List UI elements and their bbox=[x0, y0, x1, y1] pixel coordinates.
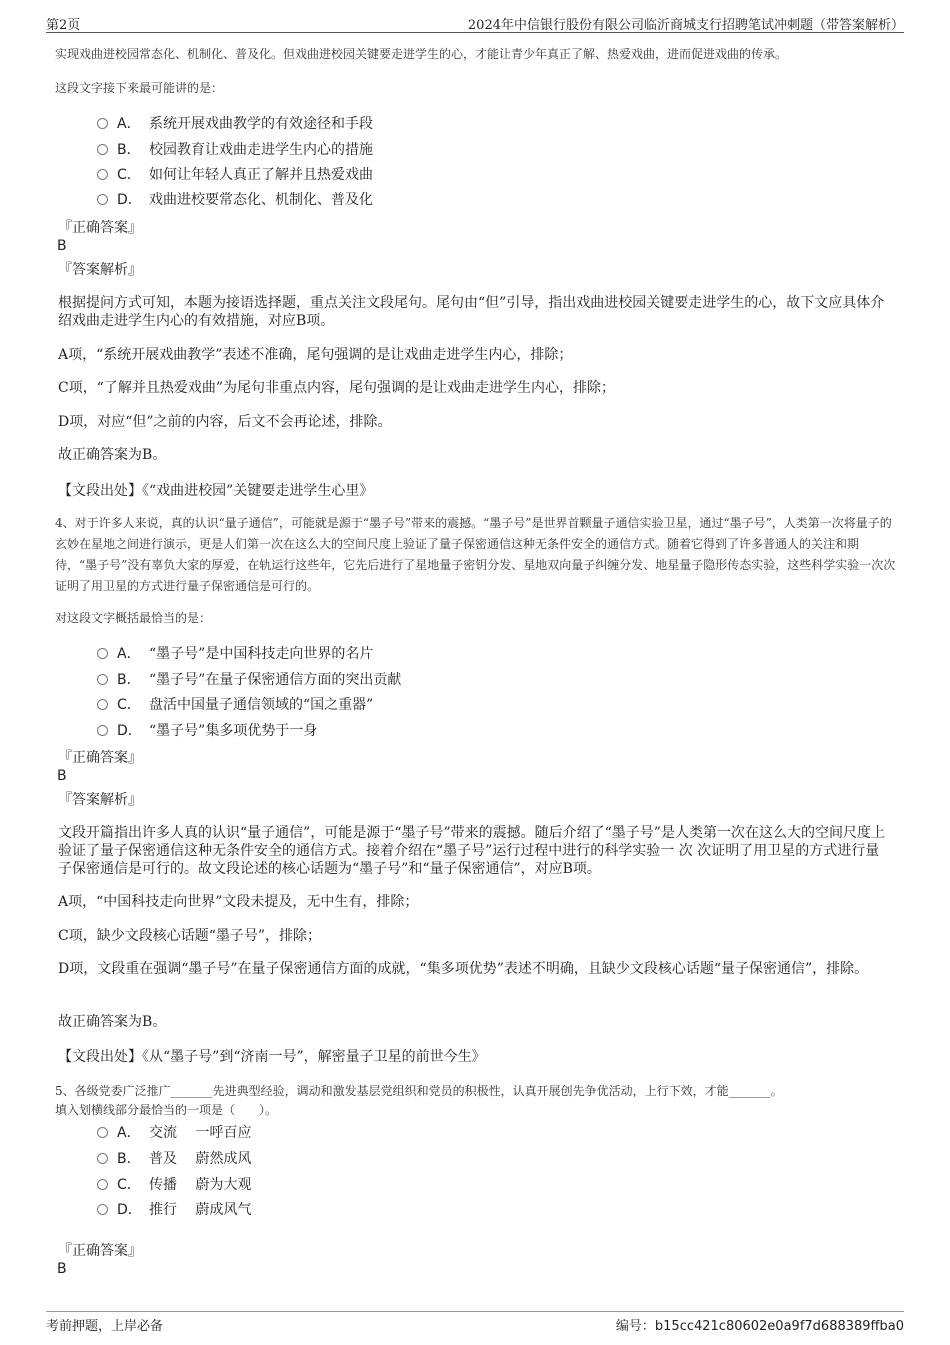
page-header bbox=[46, 14, 904, 33]
q4-analysis-label: 『答案解析』 bbox=[58, 792, 142, 808]
q4-option-b[interactable] bbox=[97, 670, 401, 690]
option-letter: D． bbox=[117, 192, 142, 208]
option-text: 推行 蔚成风气 bbox=[149, 1202, 252, 1218]
q4-analysis-4: D项，文段重在强调“墨子号”在量子保密通信方面的成就，“集多项优势”表述不明确，且缺少文段核心话题“量子保密通信”，排除。 bbox=[58, 961, 869, 977]
serial-number: 编号：b15cc421c80602e0a9f7d688389ffba0 bbox=[615, 1319, 904, 1334]
q5-answer-label: 『正确答案』 bbox=[58, 1243, 142, 1259]
q4-passage: 4、对于许多人来说，真的认识“量子通信”，可能就是源于“墨子号”带来的震撼。“墨子号”是世界首颗量子通信实验卫星，通过“墨子号”，人类第一次将量子的玄妙在星地之间进行演示，更是人们第一次在这么大的空间尺度上验证了量子保密通信这种无条件安全的通信方式。随着它得到了许多普通人的关注和期待，“墨子号”没有辜负大家的厚爱，在轨运行这些年，它先后进行了星地量子密钥分发、星地双向量子纠缠分发、地星量子隐形传态实验，这些科学实验一次次证明了用卫星的方式进行量子保密通信是可行的。 bbox=[55, 516, 896, 593]
radio-icon[interactable] bbox=[97, 194, 108, 205]
option-letter: B． bbox=[117, 142, 141, 158]
option-letter: B． bbox=[117, 672, 141, 688]
radio-icon[interactable] bbox=[97, 1204, 108, 1215]
option-text: 交流 一呼百应 bbox=[149, 1125, 252, 1141]
option-letter: B． bbox=[117, 1151, 141, 1167]
option-text: 系统开展戏曲教学的有效途径和手段 bbox=[149, 116, 373, 132]
q3-analysis-3: C项，“了解并且热爱戏曲”为尾句非重点内容，尾句强调的是让戏曲走进学生内心，排除； bbox=[58, 380, 616, 396]
radio-icon[interactable] bbox=[97, 169, 108, 180]
option-text: 普及 蔚然成风 bbox=[149, 1151, 252, 1167]
radio-icon[interactable] bbox=[97, 144, 108, 155]
option-letter: C． bbox=[117, 167, 141, 183]
option-text: 戏曲进校要常态化、机制化、普及化 bbox=[149, 192, 373, 208]
q5-option-d[interactable] bbox=[97, 1200, 251, 1220]
q3-analysis-label: 『答案解析』 bbox=[58, 262, 142, 278]
page-number: 第2页 bbox=[46, 18, 81, 33]
radio-icon[interactable] bbox=[97, 648, 108, 659]
q4-analysis-5: 故正确答案为B。 bbox=[58, 1014, 167, 1030]
option-letter: D． bbox=[117, 1202, 142, 1218]
option-text: 校园教育让戏曲走进学生内心的措施 bbox=[149, 142, 373, 158]
option-letter: C． bbox=[117, 1177, 141, 1193]
q4-analysis-2: A项，“中国科技走向世界”文段未提及，无中生有，排除； bbox=[58, 894, 419, 910]
q3-source: 【文段出处】《“戏曲进校园”关键要走进学生心里》 bbox=[58, 483, 374, 499]
option-text: 盘活中国量子通信领域的“国之重器” bbox=[149, 697, 374, 713]
radio-icon[interactable] bbox=[97, 1127, 108, 1138]
option-text: “墨子号”是中国科技走向世界的名片 bbox=[149, 646, 374, 662]
option-text: “墨子号”集多项优势于一身 bbox=[149, 723, 318, 739]
q5-option-c[interactable] bbox=[97, 1175, 251, 1195]
radio-icon[interactable] bbox=[97, 674, 108, 685]
radio-icon[interactable] bbox=[97, 1153, 108, 1164]
option-letter: C． bbox=[117, 697, 141, 713]
option-letter: D． bbox=[117, 723, 142, 739]
document-title: 2024年中信银行股份有限公司临沂商城支行招聘笔试冲刺题（带答案解析） bbox=[467, 18, 904, 33]
q3-option-d[interactable] bbox=[97, 190, 373, 210]
q3-option-c[interactable] bbox=[97, 165, 373, 185]
q4-analysis-1: 文段开篇指出许多人真的认识“量子通信”，可能是源于“墨子号”带来的震撼。随后介绍了“墨子号”是人类第一次在这么大的空间尺度上验证了量子保密通信这种无条件安全的通信方式。接着介绍在“墨子号”运行过程中进行的科学实验一 次 次证明了用卫星的方式进行量子保密通信是可行的。故文段论述的核心话题为“墨子号”和“量子保密通信”，对应B项。 bbox=[58, 825, 885, 877]
footer-slogan: 考前押题，上岸必备 bbox=[46, 1319, 164, 1334]
q3-analysis-1: 根据提问方式可知，本题为接语选择题，重点关注文段尾句。尾句由“但”引导，指出戏曲进校园关键要走进学生的心，故下文应具体介绍戏曲走进学生内心的有效措施，对应B项。 bbox=[58, 295, 885, 329]
q4-analysis-3: C项，缺少文段核心话题“墨子号”，排除； bbox=[58, 928, 322, 944]
q5-option-b[interactable] bbox=[97, 1149, 251, 1169]
q3-analysis-5: 故正确答案为B。 bbox=[58, 447, 167, 463]
option-text: 传播 蔚为大观 bbox=[149, 1177, 252, 1193]
q5-option-a[interactable] bbox=[97, 1123, 251, 1143]
q3-answer: B bbox=[57, 238, 67, 254]
radio-icon[interactable] bbox=[97, 118, 108, 129]
q3-option-b[interactable] bbox=[97, 140, 373, 160]
radio-icon[interactable] bbox=[97, 725, 108, 736]
q4-option-c[interactable] bbox=[97, 695, 373, 715]
q5-answer: B bbox=[57, 1261, 67, 1277]
q4-answer: B bbox=[57, 768, 67, 784]
q4-option-d[interactable] bbox=[97, 721, 317, 741]
option-letter: A． bbox=[117, 646, 141, 662]
q4-source: 【文段出处】《从“墨子号”到“济南一号”，解密量子卫星的前世今生》 bbox=[58, 1049, 486, 1065]
q3-analysis-2: A项，“系统开展戏曲教学”表述不准确，尾句强调的是让戏曲走进学生内心，排除； bbox=[58, 347, 573, 363]
radio-icon[interactable] bbox=[97, 699, 108, 710]
q3-option-a[interactable] bbox=[97, 114, 373, 134]
option-letter: A． bbox=[117, 1125, 141, 1141]
q4-answer-label: 『正确答案』 bbox=[58, 750, 142, 766]
q3-answer-label: 『正确答案』 bbox=[58, 220, 142, 236]
radio-icon[interactable] bbox=[97, 1179, 108, 1190]
q5-passage: 5、各级党委广泛推广_______先进典型经验，调动和激发基层党组织和党员的积极性，认真开展创先争优活动，上行下效，才能_______。 bbox=[55, 1084, 783, 1098]
q4-prompt: 对这段文字概括最恰当的是： bbox=[55, 611, 212, 625]
q3-passage-tail: 实现戏曲进校园常态化、机制化、普及化。但戏曲进校园关键要走进学生的心，才能让青少年真正了解、热爱戏曲，进而促进戏曲的传承。 bbox=[55, 47, 788, 61]
q3-prompt: 这段文字接下来最可能讲的是： bbox=[55, 81, 224, 95]
option-letter: A． bbox=[117, 116, 141, 132]
q5-prompt: 填入划横线部分最恰当的一项是（ ）。 bbox=[55, 1103, 278, 1117]
q4-option-a[interactable] bbox=[97, 644, 373, 664]
q3-analysis-4: D项，对应“但”之前的内容，后文不会再论述，排除。 bbox=[58, 414, 392, 430]
option-text: “墨子号”在量子保密通信方面的突出贡献 bbox=[149, 672, 402, 688]
page-footer bbox=[46, 1311, 904, 1334]
option-text: 如何让年轻人真正了解并且热爱戏曲 bbox=[149, 167, 373, 183]
